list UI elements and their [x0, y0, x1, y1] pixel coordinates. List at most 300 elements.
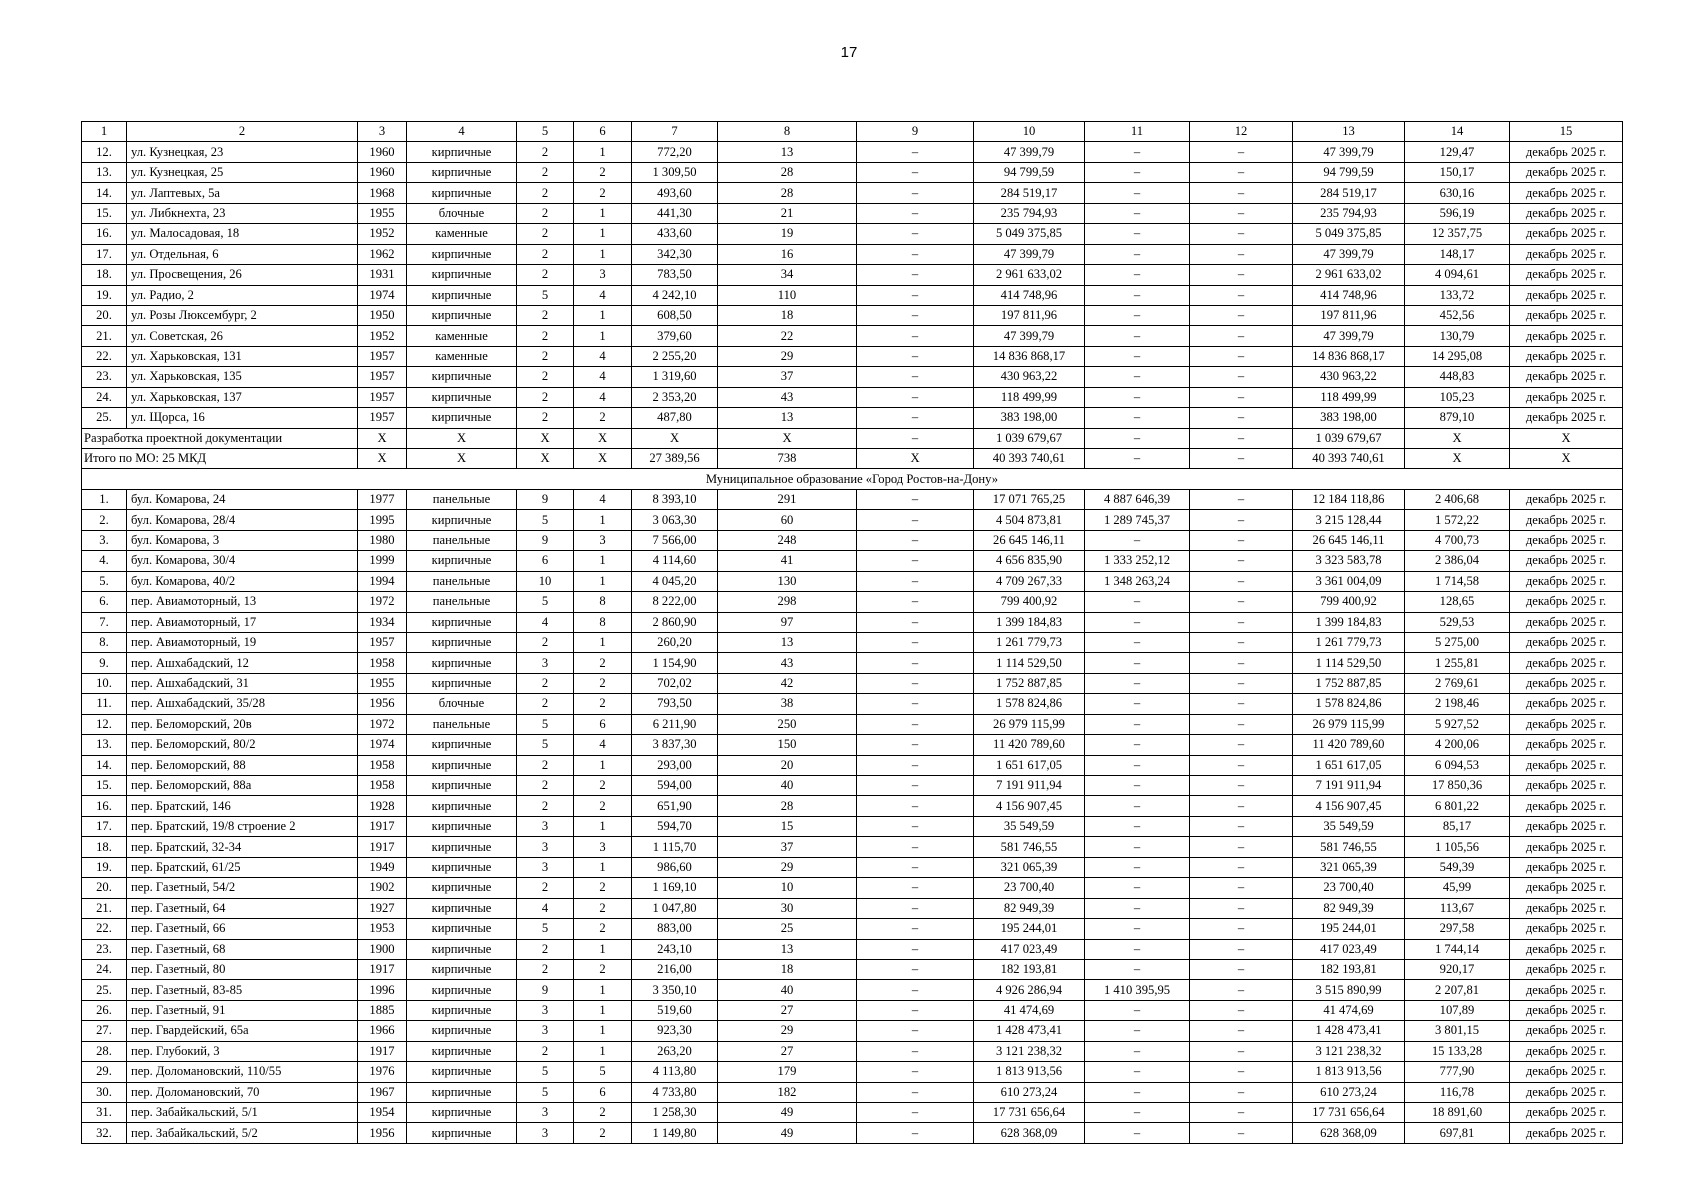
table-cell: 16	[718, 244, 857, 264]
table-cell: –	[1085, 632, 1190, 652]
table-cell: 8	[574, 612, 632, 632]
table-cell: декабрь 2025 г.	[1510, 653, 1623, 673]
table-cell: ул. Харьковская, 137	[127, 387, 358, 407]
table-cell: –	[857, 530, 974, 550]
table-row	[82, 632, 1623, 652]
table-cell: 216,00	[632, 959, 718, 979]
table-cell: 383 198,00	[1293, 408, 1405, 428]
table-cell: ул. Харьковская, 135	[127, 367, 358, 387]
table-cell: 2	[517, 755, 574, 775]
table-cell: 414 748,96	[974, 285, 1085, 305]
table-cell: 1968	[358, 183, 407, 203]
table-row	[82, 1000, 1623, 1020]
table-cell: –	[857, 939, 974, 959]
table-cell: 197 811,96	[1293, 305, 1405, 325]
table-cell: каменные	[407, 326, 517, 346]
table-cell: –	[1085, 694, 1190, 714]
total-row-label: Итого по МО: 25 МКД	[82, 449, 358, 469]
table-cell: –	[1085, 653, 1190, 673]
table-cell: 1 289 745,37	[1085, 510, 1190, 530]
table-cell: 12 184 118,86	[1293, 489, 1405, 509]
table-cell: пер. Газетный, 80	[127, 959, 358, 979]
table-cell: 3 121 238,32	[974, 1041, 1085, 1061]
table-cell: 25.	[82, 980, 127, 1000]
table-cell: кирпичные	[407, 1000, 517, 1020]
table-cell: 2	[517, 1041, 574, 1061]
table-cell: 452,56	[1405, 305, 1510, 325]
table-cell: 2	[517, 367, 574, 387]
table-cell: 777,90	[1405, 1062, 1510, 1082]
table-cell: 1 039 679,67	[974, 428, 1085, 448]
table-cell: кирпичные	[407, 959, 517, 979]
table-cell: декабрь 2025 г.	[1510, 285, 1623, 305]
table-cell: 29	[718, 346, 857, 366]
column-number-cell: 8	[718, 122, 857, 142]
table-cell: 18	[718, 959, 857, 979]
table-cell: –	[857, 959, 974, 979]
table-cell: 9	[517, 980, 574, 1000]
table-cell: 27 389,56	[632, 449, 718, 469]
table-cell: декабрь 2025 г.	[1510, 959, 1623, 979]
table-cell: –	[1190, 776, 1293, 796]
table-row	[82, 571, 1623, 591]
table-cell: –	[1085, 816, 1190, 836]
table-cell: 6.	[82, 592, 127, 612]
table-cell: декабрь 2025 г.	[1510, 1041, 1623, 1061]
table-cell: –	[1190, 408, 1293, 428]
table-cell: пер. Забайкальский, 5/1	[127, 1103, 358, 1123]
table-cell: декабрь 2025 г.	[1510, 510, 1623, 530]
table-cell: 430 963,22	[974, 367, 1085, 387]
table-cell: 1952	[358, 224, 407, 244]
table-cell: –	[857, 735, 974, 755]
column-number-cell: 15	[1510, 122, 1623, 142]
table-cell: 3 837,30	[632, 735, 718, 755]
table-cell: 2 255,20	[632, 346, 718, 366]
table-cell: –	[1085, 1123, 1190, 1143]
table-cell: декабрь 2025 г.	[1510, 162, 1623, 182]
table-cell: 1 651 617,05	[1293, 755, 1405, 775]
table-cell: декабрь 2025 г.	[1510, 571, 1623, 591]
table-cell: X	[1405, 449, 1510, 469]
table-cell: –	[1190, 285, 1293, 305]
table-cell: X	[632, 428, 718, 448]
table-cell: 3	[574, 265, 632, 285]
table-cell: 1 114 529,50	[1293, 653, 1405, 673]
table-cell: 433,60	[632, 224, 718, 244]
table-cell: –	[1190, 898, 1293, 918]
table-cell: –	[857, 571, 974, 591]
design-docs-row-label: Разработка проектной документации	[82, 428, 358, 448]
table-cell: декабрь 2025 г.	[1510, 142, 1623, 162]
table-cell: –	[1190, 592, 1293, 612]
column-number-cell: 3	[358, 122, 407, 142]
table-cell: 116,78	[1405, 1082, 1510, 1102]
table-row	[82, 551, 1623, 571]
table-cell: декабрь 2025 г.	[1510, 1123, 1623, 1143]
table-cell: 17.	[82, 816, 127, 836]
table-cell: 293,00	[632, 755, 718, 775]
table-cell: 1	[574, 755, 632, 775]
table-row	[82, 980, 1623, 1000]
table-cell: 250	[718, 714, 857, 734]
table-cell: –	[1190, 367, 1293, 387]
table-cell: декабрь 2025 г.	[1510, 755, 1623, 775]
table-cell: 2	[574, 776, 632, 796]
table-cell: 26.	[82, 1000, 127, 1020]
table-cell: 8.	[82, 632, 127, 652]
table-cell: 4 887 646,39	[1085, 489, 1190, 509]
table-cell: –	[1190, 265, 1293, 285]
table-row	[82, 1123, 1623, 1143]
table-cell: 49	[718, 1123, 857, 1143]
table-cell: 2	[517, 203, 574, 223]
table-cell: 1 348 263,24	[1085, 571, 1190, 591]
table-cell: –	[1085, 959, 1190, 979]
table-cell: пер. Глубокий, 3	[127, 1041, 358, 1061]
table-cell: –	[857, 878, 974, 898]
table-cell: декабрь 2025 г.	[1510, 244, 1623, 264]
table-row	[82, 714, 1623, 734]
table-cell: 2	[574, 898, 632, 918]
table-cell: –	[1085, 305, 1190, 325]
table-cell: –	[1085, 285, 1190, 305]
table-cell: 27.	[82, 1021, 127, 1041]
table-cell: декабрь 2025 г.	[1510, 612, 1623, 632]
table-cell: 414 748,96	[1293, 285, 1405, 305]
table-cell: 2	[574, 878, 632, 898]
table-cell: 35 549,59	[1293, 816, 1405, 836]
table-cell: 1 428 473,41	[1293, 1021, 1405, 1041]
table-cell: 2 198,46	[1405, 694, 1510, 714]
table-cell: декабрь 2025 г.	[1510, 224, 1623, 244]
table-cell: декабрь 2025 г.	[1510, 980, 1623, 1000]
table-cell: 594,00	[632, 776, 718, 796]
table-cell: 235 794,93	[1293, 203, 1405, 223]
table-cell: 15 133,28	[1405, 1041, 1510, 1061]
table-cell: 1902	[358, 878, 407, 898]
table-cell: 24.	[82, 959, 127, 979]
table-cell: –	[1190, 326, 1293, 346]
table-cell: 3 515 890,99	[1293, 980, 1405, 1000]
table-cell: 150	[718, 735, 857, 755]
table-cell: –	[1190, 1062, 1293, 1082]
table-cell: 1 572,22	[1405, 510, 1510, 530]
table-cell: декабрь 2025 г.	[1510, 326, 1623, 346]
table-cell: 4	[574, 346, 632, 366]
table-cell: декабрь 2025 г.	[1510, 203, 1623, 223]
table-cell: 5	[517, 919, 574, 939]
table-cell: декабрь 2025 г.	[1510, 735, 1623, 755]
table-row	[82, 653, 1623, 673]
table-cell: декабрь 2025 г.	[1510, 857, 1623, 877]
table-cell: 628 368,09	[974, 1123, 1085, 1143]
table-cell: 610 273,24	[974, 1082, 1085, 1102]
table-cell: 2	[517, 305, 574, 325]
table-cell: 5	[517, 510, 574, 530]
table-cell: –	[1085, 837, 1190, 857]
table-cell: –	[857, 1041, 974, 1061]
table-cell: 14.	[82, 183, 127, 203]
table-cell: 13	[718, 408, 857, 428]
table-cell: ул. Розы Люксембург, 2	[127, 305, 358, 325]
table-cell: 1956	[358, 694, 407, 714]
table-cell: 1	[574, 571, 632, 591]
table-cell: 47 399,79	[974, 142, 1085, 162]
table-cell: –	[1190, 735, 1293, 755]
column-number-cell: 9	[857, 122, 974, 142]
table-cell: 107,89	[1405, 1000, 1510, 1020]
table-cell: 1 105,56	[1405, 837, 1510, 857]
table-cell: пер. Авиамоторный, 19	[127, 632, 358, 652]
table-cell: 2	[574, 919, 632, 939]
table-cell: 6	[574, 1082, 632, 1102]
table-cell: 1934	[358, 612, 407, 632]
table-cell: декабрь 2025 г.	[1510, 592, 1623, 612]
table-cell: 1	[574, 326, 632, 346]
table-cell: пер. Беломорский, 20в	[127, 714, 358, 734]
table-cell: –	[1085, 387, 1190, 407]
table-cell: –	[857, 162, 974, 182]
table-cell: 21.	[82, 326, 127, 346]
table-cell: 6	[574, 714, 632, 734]
table-cell: 17 731 656,64	[974, 1103, 1085, 1123]
table-cell: 2	[517, 387, 574, 407]
table-cell: 2	[574, 162, 632, 182]
table-cell: –	[857, 714, 974, 734]
table-cell: 260,20	[632, 632, 718, 652]
table-row	[82, 612, 1623, 632]
table-cell: 1917	[358, 837, 407, 857]
table-cell: 1 752 887,85	[1293, 673, 1405, 693]
table-cell: 47 399,79	[1293, 142, 1405, 162]
table-cell: ул. Кузнецкая, 25	[127, 162, 358, 182]
table-cell: 2	[517, 142, 574, 162]
table-row	[82, 305, 1623, 325]
table-cell: декабрь 2025 г.	[1510, 1000, 1623, 1020]
table-cell: 3 350,10	[632, 980, 718, 1000]
table-cell: 1972	[358, 592, 407, 612]
table-cell: 1 428 473,41	[974, 1021, 1085, 1041]
table-cell: 94 799,59	[974, 162, 1085, 182]
table-cell: –	[1085, 1000, 1190, 1020]
table-cell: 4 700,73	[1405, 530, 1510, 550]
table-cell: –	[1085, 1103, 1190, 1123]
table-cell: –	[857, 203, 974, 223]
table-cell: 47 399,79	[1293, 244, 1405, 264]
table-cell: кирпичные	[407, 857, 517, 877]
table-cell: –	[857, 612, 974, 632]
table-cell: пер. Ашхабадский, 31	[127, 673, 358, 693]
table-cell: –	[857, 1021, 974, 1041]
table-cell: 1917	[358, 816, 407, 836]
table-cell: 20.	[82, 305, 127, 325]
table-cell: декабрь 2025 г.	[1510, 816, 1623, 836]
table-cell: 2 406,68	[1405, 489, 1510, 509]
table-cell: 6 801,22	[1405, 796, 1510, 816]
table-cell: 4 156 907,45	[974, 796, 1085, 816]
table-cell: –	[1190, 673, 1293, 693]
table-cell: 1917	[358, 1041, 407, 1061]
table-cell: –	[1085, 326, 1190, 346]
table-cell: 12.	[82, 714, 127, 734]
table-cell: 28.	[82, 1041, 127, 1061]
table-cell: 2	[574, 694, 632, 714]
table-cell: 11.	[82, 694, 127, 714]
table-cell: 529,53	[1405, 612, 1510, 632]
table-row	[82, 162, 1623, 182]
table-row	[82, 183, 1623, 203]
table-cell: 3	[517, 816, 574, 836]
table-cell: 3.	[82, 530, 127, 550]
table-cell: 1994	[358, 571, 407, 591]
table-cell: 2	[517, 244, 574, 264]
column-number-cell: 7	[632, 122, 718, 142]
table-cell: 596,19	[1405, 203, 1510, 223]
table-row	[82, 776, 1623, 796]
table-cell: декабрь 2025 г.	[1510, 919, 1623, 939]
table-cell: кирпичные	[407, 244, 517, 264]
table-cell: 6 211,90	[632, 714, 718, 734]
table-cell: X	[407, 449, 517, 469]
table-cell: 1 309,50	[632, 162, 718, 182]
table-cell: кирпичные	[407, 265, 517, 285]
table-cell: 738	[718, 449, 857, 469]
table-cell: 487,80	[632, 408, 718, 428]
table-cell: 49	[718, 1103, 857, 1123]
table-cell: –	[857, 244, 974, 264]
table-cell: –	[1190, 346, 1293, 366]
table-cell: –	[1190, 878, 1293, 898]
table-cell: 4	[574, 735, 632, 755]
table-cell: 3 361 004,09	[1293, 571, 1405, 591]
table-cell: 1 578 824,86	[974, 694, 1085, 714]
column-number-cell: 4	[407, 122, 517, 142]
table-cell: –	[1085, 735, 1190, 755]
table-cell: 1 813 913,56	[974, 1062, 1085, 1082]
table-cell: панельные	[407, 714, 517, 734]
table-cell: 43	[718, 653, 857, 673]
table-cell: декабрь 2025 г.	[1510, 346, 1623, 366]
table-cell: 1 752 887,85	[974, 673, 1085, 693]
table-cell: 47 399,79	[1293, 326, 1405, 346]
table-cell: 3 215 128,44	[1293, 510, 1405, 530]
table-cell: –	[1190, 653, 1293, 673]
table-cell: 17 071 765,25	[974, 489, 1085, 509]
table-cell: –	[1085, 367, 1190, 387]
table-cell: пер. Газетный, 83-85	[127, 980, 358, 1000]
table-cell: 34	[718, 265, 857, 285]
table-cell: 2	[517, 224, 574, 244]
table-cell: 417 023,49	[974, 939, 1085, 959]
table-cell: 47 399,79	[974, 326, 1085, 346]
table-cell: 1 744,14	[1405, 939, 1510, 959]
table-cell: 8 222,00	[632, 592, 718, 612]
table-cell: 1 039 679,67	[1293, 428, 1405, 448]
table-cell: X	[574, 428, 632, 448]
table-cell: 41	[718, 551, 857, 571]
table-cell: 1952	[358, 326, 407, 346]
table-cell: 383 198,00	[974, 408, 1085, 428]
table-cell: 8 393,10	[632, 489, 718, 509]
table-cell: –	[857, 837, 974, 857]
table-cell: 1	[574, 305, 632, 325]
table-cell: пер. Доломановский, 110/55	[127, 1062, 358, 1082]
table-cell: 1885	[358, 1000, 407, 1020]
table-cell: –	[857, 408, 974, 428]
table-cell: 13.	[82, 735, 127, 755]
table-cell: –	[1085, 183, 1190, 203]
table-cell: 2	[517, 796, 574, 816]
column-number-cell: 14	[1405, 122, 1510, 142]
table-cell: бул. Комарова, 40/2	[127, 571, 358, 591]
table-cell: кирпичные	[407, 796, 517, 816]
column-number-row	[82, 122, 1623, 142]
table-cell: 3	[517, 1103, 574, 1123]
table-cell: –	[857, 510, 974, 530]
table-cell: кирпичные	[407, 305, 517, 325]
table-cell: 920,17	[1405, 959, 1510, 979]
table-cell: 1977	[358, 489, 407, 509]
table-row	[82, 735, 1623, 755]
table-cell: –	[1190, 857, 1293, 877]
table-cell: 29	[718, 857, 857, 877]
table-cell: 1	[574, 857, 632, 877]
table-cell: 1	[574, 816, 632, 836]
table-cell: 610 273,24	[1293, 1082, 1405, 1102]
table-cell: 1957	[358, 387, 407, 407]
table-cell: кирпичные	[407, 653, 517, 673]
table-cell: –	[857, 980, 974, 1000]
table-cell: –	[857, 551, 974, 571]
table-cell: –	[1190, 203, 1293, 223]
table-cell: 7.	[82, 612, 127, 632]
table-cell: –	[1085, 898, 1190, 918]
table-cell: 14 836 868,17	[974, 346, 1085, 366]
table-cell: кирпичные	[407, 816, 517, 836]
table-cell: 783,50	[632, 265, 718, 285]
table-cell: –	[1190, 1041, 1293, 1061]
table-cell: декабрь 2025 г.	[1510, 489, 1623, 509]
table-cell: 30.	[82, 1082, 127, 1102]
table-cell: 1958	[358, 653, 407, 673]
table-cell: 321 065,39	[974, 857, 1085, 877]
table-cell: 150,17	[1405, 162, 1510, 182]
table-cell: кирпичные	[407, 735, 517, 755]
table-cell: ул. Харьковская, 131	[127, 346, 358, 366]
table-cell: –	[1085, 714, 1190, 734]
table-cell: 21	[718, 203, 857, 223]
table-cell: 182	[718, 1082, 857, 1102]
table-row	[82, 959, 1623, 979]
table-cell: 608,50	[632, 305, 718, 325]
table-cell: –	[857, 346, 974, 366]
table-cell: 25.	[82, 408, 127, 428]
table-cell: 4 926 286,94	[974, 980, 1085, 1000]
table-cell: 4 733,80	[632, 1082, 718, 1102]
table-cell: 321 065,39	[1293, 857, 1405, 877]
table-cell: панельные	[407, 530, 517, 550]
table-row	[82, 326, 1623, 346]
table-row	[82, 673, 1623, 693]
table-cell: 1	[574, 244, 632, 264]
table-cell: декабрь 2025 г.	[1510, 939, 1623, 959]
table-cell: кирпичные	[407, 285, 517, 305]
table-cell: 24.	[82, 387, 127, 407]
table-cell: –	[1190, 305, 1293, 325]
column-number-cell: 1	[82, 122, 127, 142]
table-cell: 4	[517, 898, 574, 918]
